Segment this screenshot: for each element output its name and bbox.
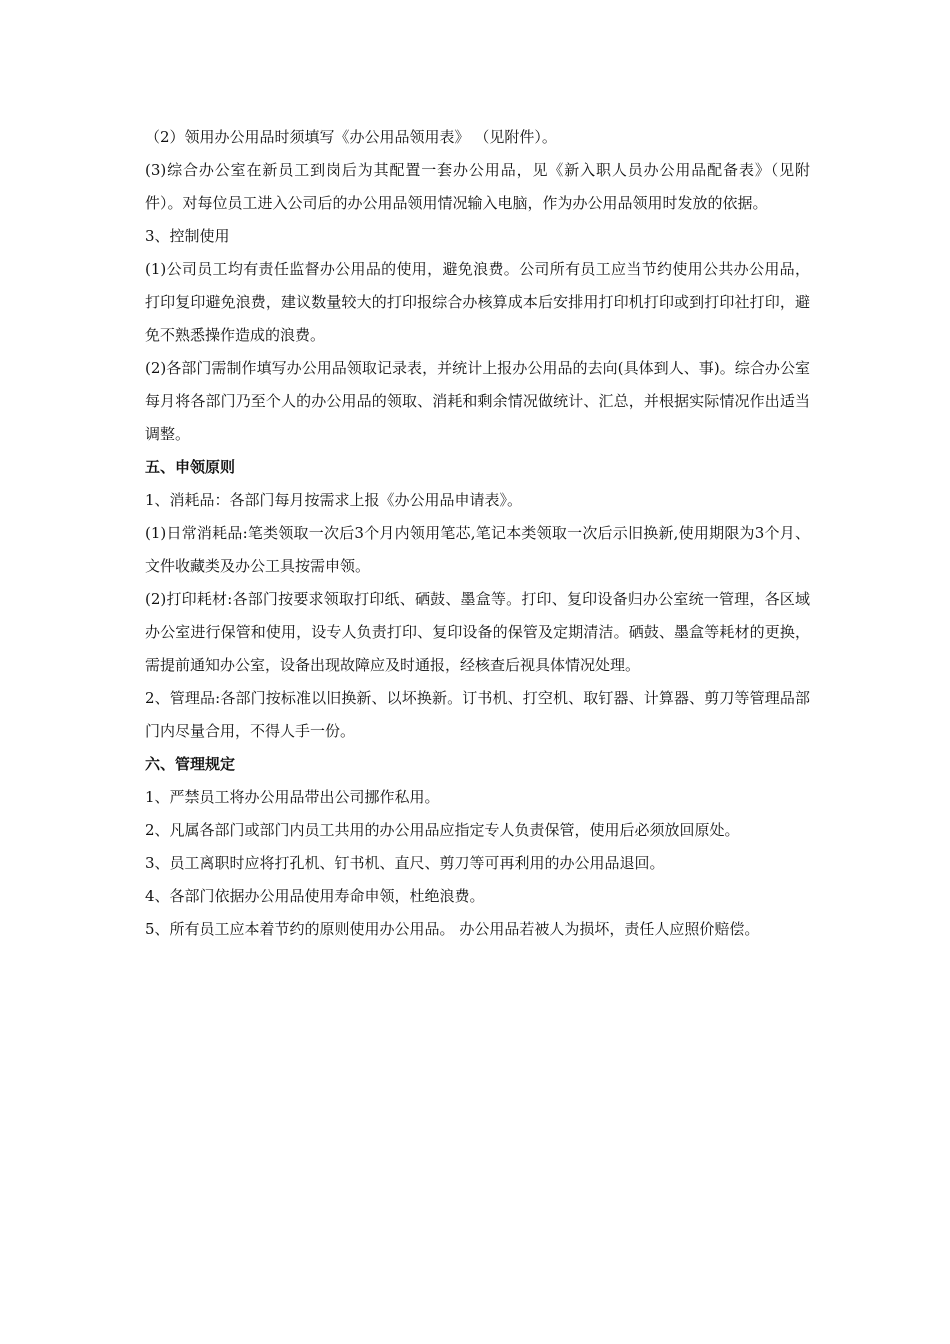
paragraph-managed-items: 2、管理品:各部门按标准以旧换新、以坏换新。订书机、打空机、取钉器、计算器、剪刀等管理品部门内尽量合用，不得人手一份。 [145, 689, 810, 740]
rule-1: 1、严禁员工将办公用品带出公司挪作私用。 [145, 788, 440, 806]
paragraph-printing-supplies: (2)打印耗材:各部门按要求领取打印纸、硒鼓、墨盒等。打印、复印设备归办公室统一管理，各区域办公室进行保管和使用，设专人负责打印、复印设备的保管及定期清洁。硒鼓、墨盒等耗材的更换，需提前通知办公室，设备出现故障应及时通报，经核查后视具体情况处理。 [145, 590, 810, 674]
paragraph-2-record-table: (2)各部门需制作填写办公用品领取记录表，并统计上报办公用品的去向(具体到人、事)。综合办公室每月将各部门乃至个人的办公用品的领取、消耗和剩余情况做统计、汇总，并根据实际情况作出适当调整。 [145, 359, 810, 443]
paragraph-1-supervise-usage: (1)公司员工均有责任监督办公用品的使用，避免浪费。公司所有员工应当节约使用公共办公用品，打印复印避免浪费，建议数量较大的打印报综合办核算成本后安排用打印机打印或到打印社打印，避免不熟悉操作造成的浪费。 [145, 260, 810, 344]
paragraph-consumables: 1、消耗品：各部门每月按需求上报《办公用品申请表》。 [145, 491, 523, 509]
paragraph-daily-consumables: (1)日常消耗品:笔类领取一次后3个月内领用笔芯,笔记本类领取一次后示旧换新,使用期限为3个月、文件收藏类及办公工具按需申领。 [145, 524, 810, 575]
subheading-control-usage: 3、控制使用 [145, 227, 230, 245]
paragraph-3-new-employee-supplies: (3)综合办公室在新员工到岗后为其配置一套办公用品，见《新入职人员办公用品配备表》（见附件）。对每位员工进入公司后的办公用品领用情况输入电脑，作为办公用品领用时发放的依据。 [145, 161, 810, 212]
rule-3: 3、员工离职时应将打孔机、钉书机、直尺、剪刀等可再利用的办公用品退回。 [145, 854, 665, 872]
section-heading-management-rules: 六、管理规定 [145, 755, 236, 773]
section-heading-application-principles: 五、申领原则 [145, 458, 236, 476]
rule-4: 4、各部门依据办公用品使用寿命申领，杜绝浪费。 [145, 887, 485, 905]
paragraph-2-requisition-form: （2）领用办公用品时须填写《办公用品领用表》 （见附件）。 [145, 128, 557, 146]
document-body [145, 121, 810, 946]
rule-5: 5、所有员工应本着节约的原则使用办公用品。 办公用品若被人为损坏，责任人应照价赔偿。 [145, 920, 760, 938]
rule-2: 2、凡属各部门或部门内员工共用的办公用品应指定专人负责保管，使用后必须放回原处。 [145, 821, 740, 839]
